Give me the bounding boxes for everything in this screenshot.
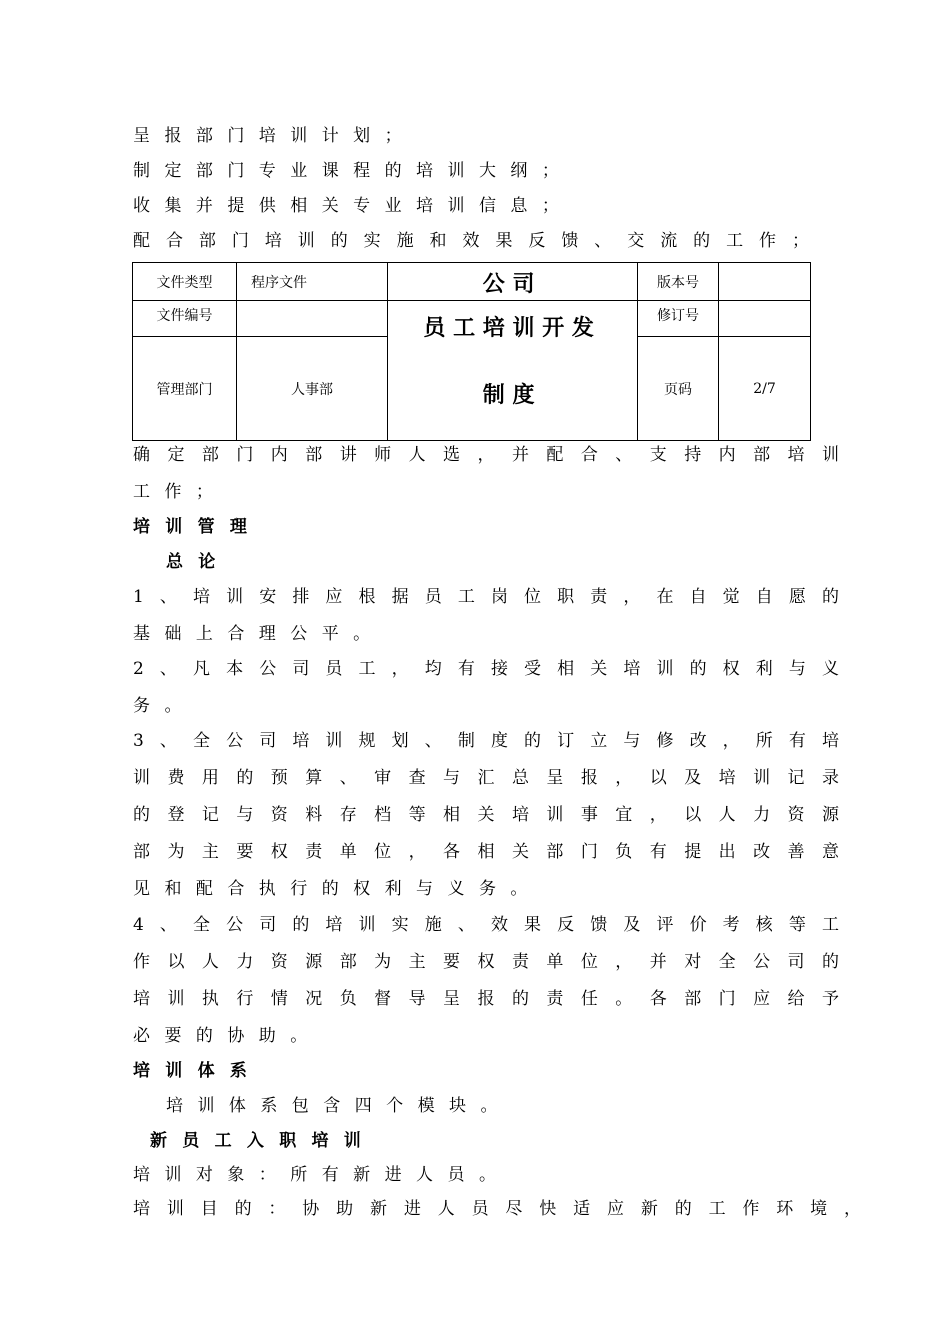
paragraph-line: 基础上合理公平。 (133, 624, 385, 644)
subsection-heading: 新员工入职培训 (150, 1131, 377, 1151)
company-name: 公司 (482, 272, 543, 297)
page-label: 页码 (638, 337, 719, 441)
paragraph-line: 部为主要权责单位，各相关部门负有提出改善意 (133, 842, 839, 862)
paragraph-line: 的登记与资料存档等相关培训事宜，以人力资源 (133, 805, 839, 825)
revision-label: 修订号 (638, 301, 719, 337)
file-no-value (237, 301, 388, 337)
text-line: 呈报部门培训计划； (133, 126, 417, 146)
file-type-value: 程序文件 (237, 263, 388, 301)
paragraph-line: 3、全公司培训规划、制度的订立与修改，所有培 (133, 731, 839, 751)
subsection-heading: 总论 (166, 552, 231, 572)
text-line: 培训体系包含四个模块。 (166, 1096, 512, 1116)
paragraph-line: 见和配合执行的权利与义务。 (133, 879, 542, 899)
revision-value (719, 301, 811, 337)
page-value: 2/7 (719, 337, 811, 441)
dept-label: 管理部门 (133, 337, 237, 441)
section-heading: 培训体系 (133, 1061, 263, 1081)
paragraph-line: 务。 (133, 696, 196, 716)
text-line: 收集并提供相关专业培训信息； (133, 196, 574, 216)
paragraph-line: 培训执行情况负督导呈报的责任。各部门应给予 (133, 989, 839, 1009)
version-label: 版本号 (638, 263, 719, 301)
file-type-label: 文件类型 (133, 263, 237, 301)
version-value (719, 263, 811, 301)
paragraph-line: 2、凡本公司员工，均有接受相关培训的权利与义 (133, 659, 839, 679)
document-title-line2: 制度 (482, 383, 543, 408)
text-line: 配合部门培训的实施和效果反馈、交流的工作； (133, 231, 809, 251)
document-header-table (132, 262, 811, 441)
paragraph-line: 4、全公司的培训实施、效果反馈及评价考核等工 (133, 915, 839, 935)
section-heading: 培训管理 (133, 517, 263, 537)
text-line: 确定部门内部讲师人选，并配合、支持内部培训 (133, 445, 839, 465)
paragraph-line: 训费用的预算、审查与汇总呈报，以及培训记录 (133, 768, 839, 788)
paragraph-line: 作以人力资源部为主要权责单位，并对全公司的 (133, 952, 839, 972)
paragraph-line: 必要的协助。 (133, 1026, 322, 1046)
text-line: 工作； (133, 482, 228, 502)
text-line: 培训对象：所有新进人员。 (133, 1165, 511, 1185)
dept-value: 人事部 (237, 337, 388, 441)
document-title: 员工培训开发 (423, 316, 602, 341)
text-line: 培训目的：协助新进人员尽快适应新的工作环境， (133, 1199, 861, 1219)
paragraph-line: 1、培训安排应根据员工岗位职责，在自觉自愿的 (133, 587, 839, 607)
text-line: 制定部门专业课程的培训大纲； (133, 161, 574, 181)
file-no-label: 文件编号 (133, 301, 237, 337)
